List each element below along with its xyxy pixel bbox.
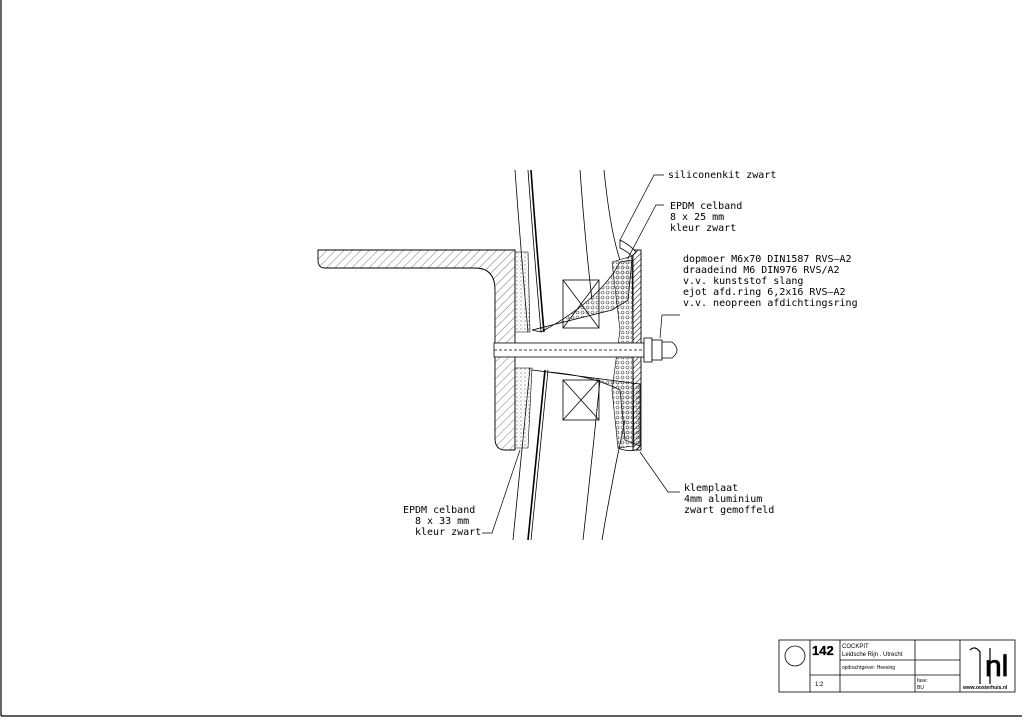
label-line: EPDM celband (403, 505, 476, 516)
logo-text: nl (985, 650, 1009, 683)
label-klemplaat (684, 483, 774, 516)
logo-circle (785, 646, 805, 666)
label-line: klemplaat (684, 483, 739, 494)
bolt-assembly (494, 338, 677, 362)
label-line: zwart gemoffeld (684, 505, 775, 516)
label-line: 8 x 33 mm (415, 516, 470, 527)
label-silicone: siliconenkit zwart (668, 170, 777, 181)
phase: BU (917, 685, 924, 691)
project-name: COCKPIT (842, 644, 869, 650)
label-line: EPDM celband (670, 201, 743, 212)
label-line: kleur zwart (670, 223, 737, 234)
label-line: kleur zwart (415, 527, 482, 538)
phase-label: fase: (917, 678, 928, 684)
frame-profile (318, 250, 515, 450)
label-epdm-top (670, 201, 742, 234)
label-line: v.v. kunststof slang (683, 276, 804, 287)
website: www.oosterhuis.nl (963, 685, 1008, 691)
drawing-number: 142 (812, 643, 834, 658)
client: opdrachtgever: Heesing (842, 665, 896, 671)
timber-batten-lower (563, 380, 599, 420)
label-epdm-bottom (403, 505, 481, 538)
label-line: draadeind M6 DIN976 RVS/A2 (683, 265, 840, 276)
label-line: v.v. neopreen afdichtingsring (683, 298, 858, 309)
project-location: Leidsche Rijn . Utrecht (842, 652, 903, 658)
label-line: 8 x 25 mm (670, 212, 725, 223)
label-line: dopmoer M6x70 DIN1587 RVS–A2 (683, 254, 852, 265)
label-line: 4mm aluminium (684, 494, 763, 505)
scale: 1:2 (815, 682, 824, 688)
label-line: ejot afd.ring 6,2x16 RVS–A2 (683, 287, 846, 298)
label-fixing (683, 254, 858, 309)
